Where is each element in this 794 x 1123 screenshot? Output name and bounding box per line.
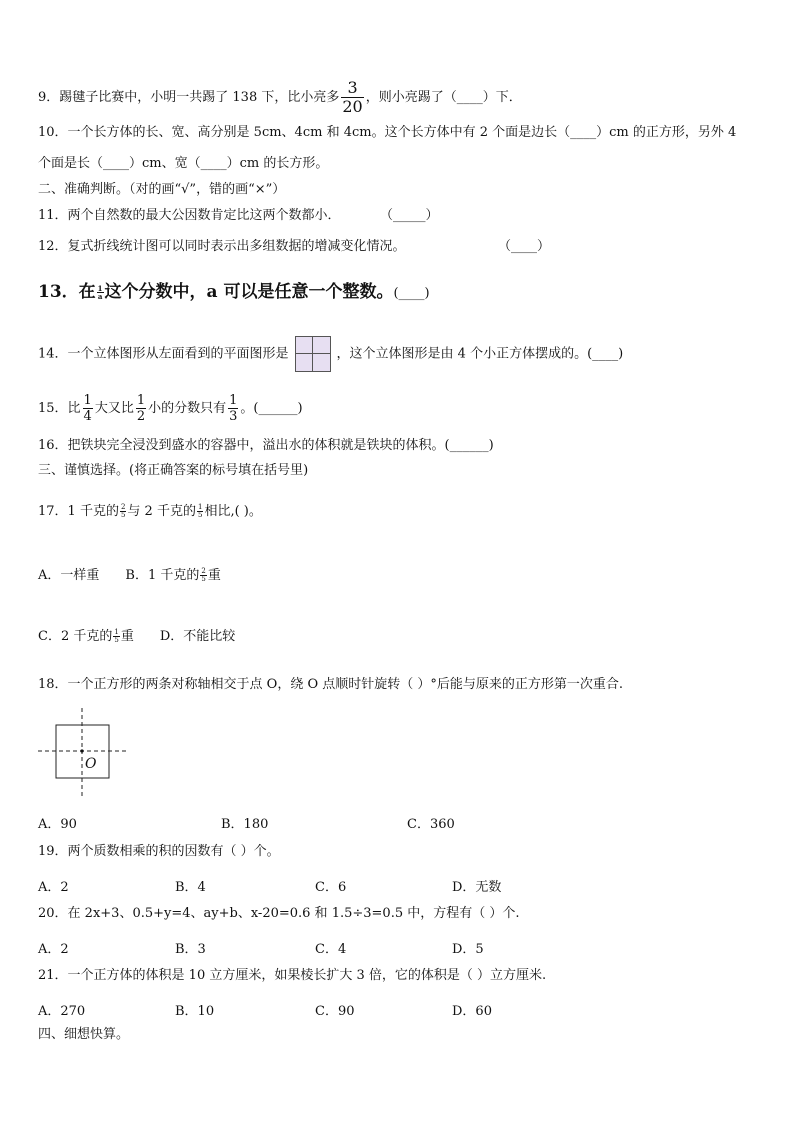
- question-21: 21．一个正方体的体积是 10 立方厘米，如果棱长扩大 3 倍，它的体积是（ ）立方厘米.: [38, 968, 547, 983]
- q21-option-d: D．60: [452, 1004, 492, 1019]
- question-10-line1: 10．一个长方体的长、宽、高分别是 5cm、4cm 和 4cm。这个长方体中有 2 个面是边长（____）cm 的正方形，另外 4: [38, 125, 737, 140]
- q13-text-end: 这个分数中，a 可以是任意一个整数。: [104, 282, 394, 302]
- q13-answer-blank: (____): [393, 286, 430, 301]
- point-o-label: O: [85, 756, 97, 772]
- question-13: [38, 283, 430, 303]
- q19-option-b: B．4: [175, 880, 206, 895]
- left-view-square-figure: [295, 336, 331, 372]
- q9-text-end: ，则小亮踢了（____）下．: [365, 90, 522, 105]
- q15-text-2: 大又比: [94, 401, 134, 416]
- q21-option-b: B．10: [175, 1004, 215, 1019]
- section-heading-calculation: 四、细想快算。: [38, 1027, 130, 1042]
- q17-text-3: 相比,( )。: [204, 504, 262, 519]
- q9-fraction: $\frac{3}{20}$: [342, 78, 363, 116]
- q18-option-c: C．360: [407, 817, 455, 832]
- q19-option-a: A．2: [38, 880, 69, 895]
- q18-option-a: A．90: [38, 817, 77, 832]
- q17-option-d: D．不能比较: [159, 629, 236, 644]
- question-16: 16．把铁块完全浸没到盛水的容器中，溢出水的体积就是铁块的体积。(______): [38, 438, 494, 453]
- q17-fraction-1: $\frac{2}{5}$: [120, 503, 126, 519]
- q14-text: 14．一个立体图形从左面看到的平面图形是: [38, 346, 289, 362]
- q17-options-row2: [38, 629, 235, 645]
- q17-fraction-2: $\frac{1}{5}$: [197, 503, 203, 519]
- question-14: [38, 336, 623, 372]
- question-11: [38, 209, 341, 224]
- q15-text-3: 小的分数只有: [148, 401, 227, 416]
- q20-option-a: A．2: [38, 942, 69, 957]
- q15-fraction-3: $\frac{1}{3}$: [229, 393, 238, 424]
- q17-option-c-fraction: $\frac{1}{5}$: [114, 628, 119, 644]
- q18-option-b: B．180: [221, 817, 269, 832]
- question-10-line2: 个面是长（____）cm、宽（____）cm 的长方形。: [38, 156, 329, 171]
- q19-option-c: C．6: [315, 880, 347, 895]
- center-point-o: [80, 749, 83, 752]
- q21-option-c: C．90: [315, 1004, 355, 1019]
- question-19: 19．两个质数相乘的积的因数有（ ）个。: [38, 844, 280, 859]
- q19-option-d: D．无数: [452, 880, 502, 895]
- q15-fraction-2: $\frac{1}{2}$: [136, 393, 146, 424]
- q17-option-b: B．1 千克的 $\frac{2}{5}$ 重: [125, 567, 221, 583]
- q17-text-2: 与 2 千克的: [127, 504, 196, 519]
- q14-text-end: ，这个立体图形是由 4 个小正方体摆成的。(____): [336, 346, 624, 362]
- section-heading-choice: 三、谨慎选择。(将正确答案的标号填在括号里): [38, 463, 309, 478]
- q17-options-row1: [38, 568, 221, 584]
- q20-option-b: B．3: [175, 942, 206, 957]
- q20-option-c: C．4: [315, 942, 347, 957]
- question-18: 18．一个正方形的两条对称轴相交于点 O，绕 O 点顺时针旋转（ ）°后能与原来的正方形第一次重合.: [38, 677, 624, 692]
- q17-option-b-fraction: $\frac{2}{5}$: [201, 567, 206, 583]
- q9-text: 9．踢毽子比赛中，小明一共踢了 138 下，比小亮多: [38, 90, 340, 105]
- question-12: 12．复式折线统计图可以同时表示出多组数据的增减变化情况。: [38, 239, 406, 254]
- q17-option-a: A．一样重: [38, 568, 100, 583]
- q17-text-1: 17．1 千克的: [38, 504, 119, 519]
- q15-fraction-1: $\frac{1}{4}$: [83, 393, 92, 424]
- q17-option-c: C．2 千克的 $\frac{1}{5}$ 重: [38, 628, 134, 644]
- q15-text-4: 。(______): [240, 401, 303, 416]
- q20-option-d: D．5: [452, 942, 484, 957]
- q12-answer-blank: （____）: [498, 239, 551, 254]
- q21-option-a: A．270: [38, 1004, 86, 1019]
- question-9: [38, 80, 522, 115]
- q11-answer-blank: （_____）: [380, 208, 439, 223]
- q13-fraction: $\frac{1}{a}$: [97, 284, 103, 301]
- square-symmetry-axes-figure: [36, 706, 130, 800]
- q15-text-1: 15．比: [38, 401, 81, 416]
- q13-text: 13．在: [38, 282, 96, 302]
- q11-text: 11．两个自然数的最大公因数肯定比这两个数都小．: [38, 208, 341, 223]
- question-17: [38, 504, 262, 520]
- question-15: [38, 394, 303, 423]
- section-heading-judgement: 二、准确判断。（对的画“√”，错的画“×”）: [38, 182, 286, 197]
- question-20: 20．在 2x+3、0.5+y=4、ay+b、x-20=0.6 和 1.5÷3=0.5 中，方程有（ ）个.: [38, 906, 520, 921]
